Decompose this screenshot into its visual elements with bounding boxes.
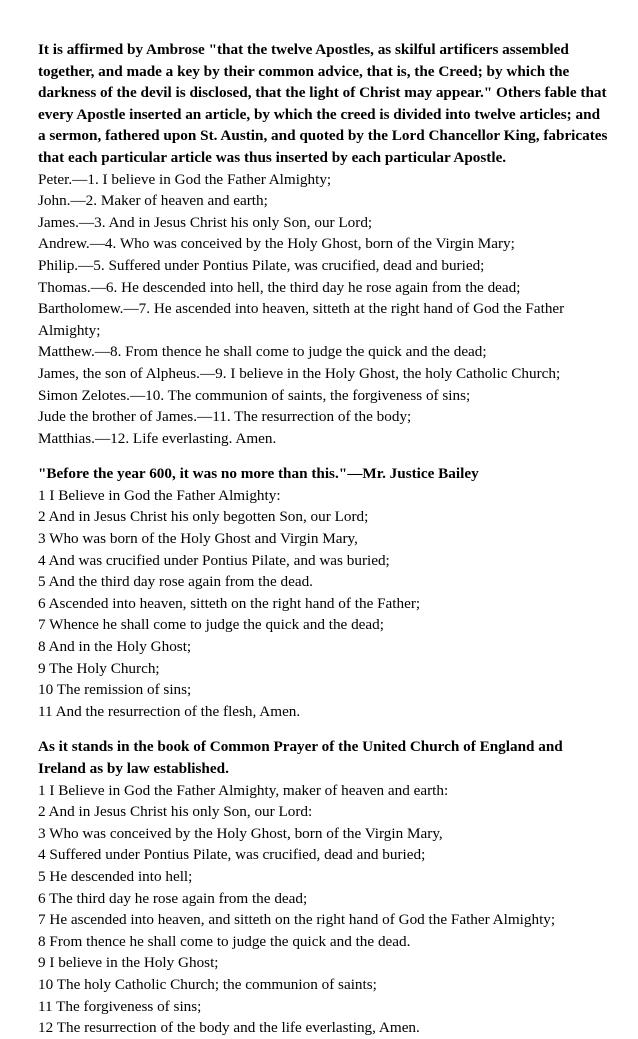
creed-line: 1 I Believe in God the Father Almighty, maker of heaven and earth:: [38, 781, 449, 799]
section-before-600: [38, 463, 608, 722]
apostle-line: Bartholomew.—7. He ascended into heaven, sitteth at the right hand of God the Father Almighty;: [38, 300, 565, 339]
creed-line: 8 From thence he shall come to judge the quick and the dead.: [38, 932, 411, 950]
section-gap: [38, 722, 608, 736]
creed-line: 4 Suffered under Pontius Pilate, was crucified, dead and buried;: [38, 846, 426, 864]
apostle-line: Thomas.—6. He descended into hell, the third day he rose again from the dead;: [38, 278, 521, 296]
apostle-line: Matthias.—12. Life everlasting. Amen.: [38, 429, 277, 447]
section-heading: "Before the year 600, it was no more than this."—Mr. Justice Bailey: [38, 465, 479, 483]
apostle-line: James, the son of Alpheus.—9. I believe in the Holy Ghost, the holy Catholic Church;: [38, 364, 561, 382]
creed-line: 6 Ascended into heaven, sitteth on the right hand of the Father;: [38, 594, 421, 612]
creed-line: 9 The Holy Church;: [38, 659, 160, 677]
creed-line: 10 The holy Catholic Church; the communion of saints;: [38, 975, 377, 993]
intro-paragraph: It is affirmed by Ambrose "that the twelve Apostles, as skilful artificers assembled together, and made a key by their common advice, that is, the Creed; by which the darkness of the devil is disclosed, that the light of Christ may appear." Others fable that every Apostle inserted an article, by which the creed is divided into twelve articles; and a sermon, fathered upon St. Austin, and quoted by the Lord Chancellor King, fabricates that each particular article was thus inserted by each particular Apostle.: [38, 41, 608, 166]
creed-line: 4 And was crucified under Pontius Pilate, and was buried;: [38, 551, 390, 569]
apostles-list: [38, 169, 608, 450]
apostle-line: Matthew.—8. From thence he shall come to judge the quick and the dead;: [38, 343, 487, 361]
creed-line: 11 The forgiveness of sins;: [38, 997, 202, 1015]
creed-line: 12 The resurrection of the body and the life everlasting, Amen.: [38, 1019, 420, 1037]
apostle-line: Philip.—5. Suffered under Pontius Pilate, was crucified, dead and buried;: [38, 256, 485, 274]
apostle-line: Simon Zelotes.—10. The communion of saints, the forgiveness of sins;: [38, 386, 471, 404]
apostle-line: John.—2. Maker of heaven and earth;: [38, 192, 268, 210]
section-common-prayer: [38, 736, 608, 1038]
apostle-line: Jude the brother of James.—11. The resurrection of the body;: [38, 408, 412, 426]
creed-line: 3 Who was conceived by the Holy Ghost, born of the Virgin Mary,: [38, 824, 443, 842]
apostle-line: James.—3. And in Jesus Christ his only Son, our Lord;: [38, 213, 373, 231]
creed-line: 8 And in the Holy Ghost;: [38, 638, 192, 656]
section-gap: [38, 449, 608, 463]
creed-line: 7 Whence he shall come to judge the quick and the dead;: [38, 616, 384, 634]
creed-line: 6 The third day he rose again from the dead;: [38, 889, 308, 907]
creed-line: 10 The remission of sins;: [38, 681, 192, 699]
creed-line: 11 And the resurrection of the flesh, Amen.: [38, 702, 301, 720]
creed-line: 2 And in Jesus Christ his only Son, our Lord:: [38, 803, 313, 821]
creed-line: 5 He descended into hell;: [38, 867, 193, 885]
apostle-line: Andrew.—4. Who was conceived by the Holy Ghost, born of the Virgin Mary;: [38, 235, 515, 253]
creed-line: 3 Who was born of the Holy Ghost and Virgin Mary,: [38, 530, 358, 548]
creed-line: 9 I believe in the Holy Ghost;: [38, 954, 219, 972]
apostle-line: Peter.—1. I believe in God the Father Almighty;: [38, 170, 332, 188]
creed-line: 5 And the third day rose again from the dead.: [38, 573, 313, 591]
section-heading: As it stands in the book of Common Prayer of the United Church of England and Ireland as by law established.: [38, 738, 563, 777]
creed-line: 7 He ascended into heaven, and sitteth on the right hand of God the Father Almighty;: [38, 911, 556, 929]
creed-line: 2 And in Jesus Christ his only begotten Son, our Lord;: [38, 508, 369, 526]
creed-line: 1 I Believe in God the Father Almighty:: [38, 486, 281, 504]
